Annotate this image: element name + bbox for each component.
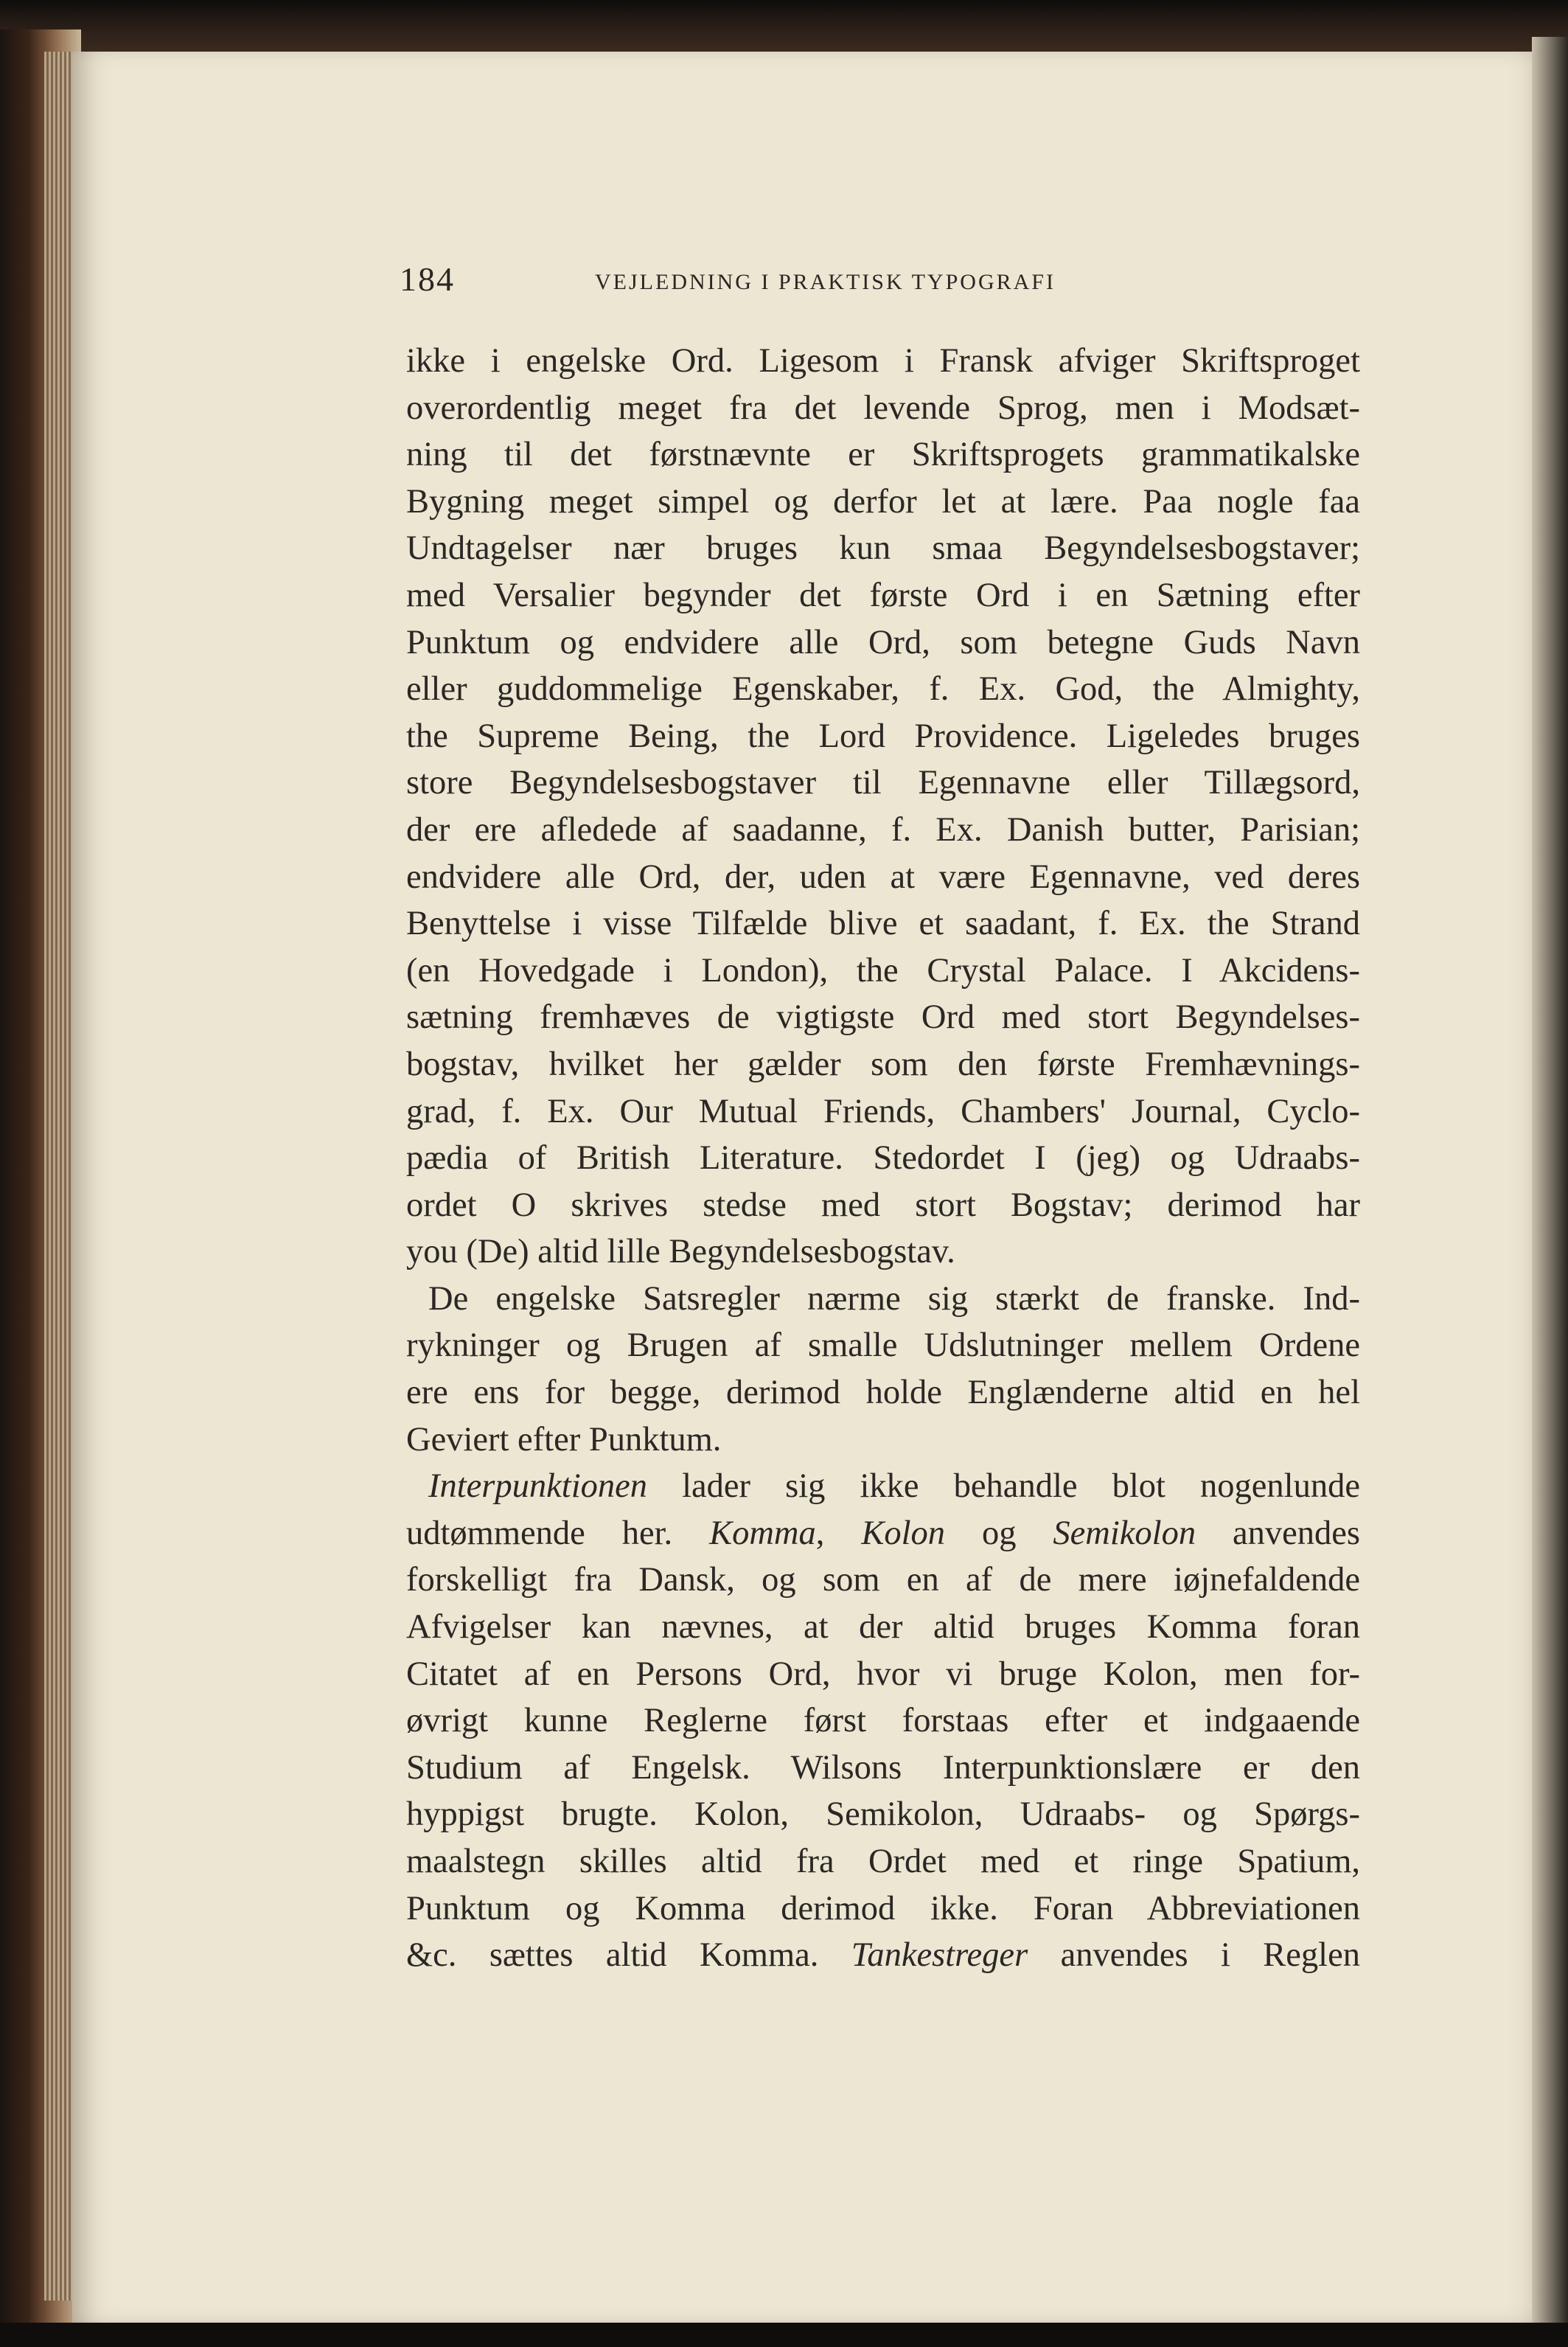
page-stack-edge [44,52,74,2301]
text-segment: ning til det førstnævnte er Skriftsprogets grammatikalske [406,436,1360,474]
text-segment: grad, f. Ex. Our Mutual Friends, Chambers' Journal, Cyclo- [406,1092,1360,1130]
text-segment: Geviert efter Punktum. [406,1420,722,1458]
running-title: VEJLEDNING I PRAKTISK TYPOGRAFI [595,270,1056,294]
text-segment: ikke i engelske Ord. Ligesom i Fransk afviger Skriftsproget [406,342,1360,380]
text-segment: overordentlig meget fra det levende Sprog, men i Modsæt- [406,389,1360,427]
text-segment: øvrigt kunne Reglerne først forstaas efter et indgaaende [406,1702,1360,1740]
text-line [406,807,1360,854]
text-line [406,1510,1360,1557]
text-line [406,1182,1360,1229]
text-line [406,1276,1360,1323]
italic-term: Komma [709,1514,816,1552]
book-fore-edge [1532,37,1568,2347]
text-line [406,1604,1360,1651]
text-line [406,1838,1360,1885]
text-line [406,1369,1360,1416]
text-line [406,338,1360,385]
text-segment: ordet O skrives stedse med stort Bogstav; derimod har [406,1186,1360,1224]
text-line [406,1463,1360,1510]
text-line [406,994,1360,1041]
text-line [406,1041,1360,1088]
text-segment: Bygning meget simpel og derfor let at lære. Paa nogle faa [406,482,1360,521]
text-segment: forskelligt fra Dansk, og som en af de mere iøjnefaldende [406,1561,1360,1599]
text-line [406,431,1360,479]
text-line [406,1228,1360,1276]
text-line [406,854,1360,901]
text-line [406,1651,1360,1698]
text-line [406,1791,1360,1838]
text-segment: udtømmende her. [406,1514,710,1552]
text-line [406,948,1360,995]
text-line [406,666,1360,713]
text-segment: store Begyndelsesbogstaver til Egennavne eller Tillægsord, [406,764,1360,802]
text-segment: (en Hovedgade i London), the Crystal Palace. I Akcidens- [406,951,1360,990]
text-segment: , [815,1514,862,1552]
text-segment: Undtagelser nær bruges kun smaa Begyndelsesbogstaver; [406,529,1360,568]
text-line [406,1885,1360,1933]
text-segment: og [945,1514,1053,1552]
page-number: 184 [400,260,455,298]
italic-term: Tankestreger [851,1936,1028,1975]
text-line [406,713,1360,760]
text-segment: eller guddommelige Egenskaber, f. Ex. God, the Almighty, [406,670,1360,709]
text-segment: De engelske Satsregler nærme sig stærkt de franske. Ind- [428,1279,1360,1318]
text-line [406,572,1360,619]
text-line [406,385,1360,432]
text-segment: ere ens for begge, derimod holde Englænderne altid en hel [406,1374,1360,1412]
text-segment: bogstav, hvilket her gælder som den første Fremhævnings- [406,1045,1360,1083]
text-segment: the Supreme Being, the Lord Providence. Ligeledes bruges [406,717,1360,755]
text-segment: Punktum og Komma derimod ikke. Foran Abbreviationen [406,1889,1360,1927]
text-line [406,1932,1360,1979]
text-segment: Studium af Engelsk. Wilsons Interpunktionslære er den [406,1748,1360,1787]
text-segment: endvidere alle Ord, der, uden at være Egennavne, ved deres [406,858,1360,896]
text-segment: &c. sættes altid Komma. [406,1936,851,1975]
text-segment: Afvigelser kan nævnes, at der altid bruges Komma foran [406,1608,1360,1647]
text-segment: lader sig ikke behandle blot nogenlunde [647,1467,1360,1506]
italic-term: Semikolon [1053,1514,1196,1552]
text-line [406,479,1360,526]
italic-term: Interpunktionen [428,1467,648,1506]
body-text [406,338,1360,1979]
text-line [406,619,1360,667]
text-line [406,1088,1360,1136]
running-head [400,260,1358,311]
book-bottom-edge [0,2323,1568,2347]
text-segment: Citatet af en Persons Ord, hvor vi bruge Kolon, men for- [406,1655,1360,1693]
text-segment: anvendes i Reglen [1028,1936,1360,1975]
text-segment: Punktum og endvidere alle Ord, som betegne Guds Navn [406,623,1360,661]
text-segment: hyppigst brugte. Kolon, Semikolon, Udraabs- og Spørgs- [406,1795,1360,1834]
text-segment: sætning fremhæves de vigtigste Ord med stort Begyndelses- [406,998,1360,1037]
text-line [406,1745,1360,1792]
text-segment: anvendes [1196,1514,1361,1552]
text-line [406,1697,1360,1745]
text-line [406,525,1360,572]
text-line [406,1557,1360,1604]
text-segment: maalstegn skilles altid fra Ordet med et ringe Spatium, [406,1843,1360,1880]
book-top-edge [0,0,1568,52]
text-line [406,1135,1360,1182]
text-line [406,1322,1360,1369]
text-line [406,900,1360,948]
text-segment: you (De) altid lille Begyndelsesbogstav. [406,1233,955,1271]
text-line [406,759,1360,807]
text-segment: der ere afledede af saadanne, f. Ex. Danish butter, Parisian; [406,810,1360,849]
text-segment: Benyttelse i visse Tilfælde blive et saadant, f. Ex. the Strand [406,905,1360,943]
text-segment: pædia of British Literature. Stedordet I (jeg) og Udraabs- [406,1139,1360,1178]
italic-term: Kolon [861,1514,946,1552]
text-line [406,1416,1360,1464]
text-segment: med Versalier begynder det første Ord i en Sætning efter [406,576,1360,614]
text-segment: rykninger og Brugen af smalle Udslutninger mellem Ordene [406,1327,1360,1365]
